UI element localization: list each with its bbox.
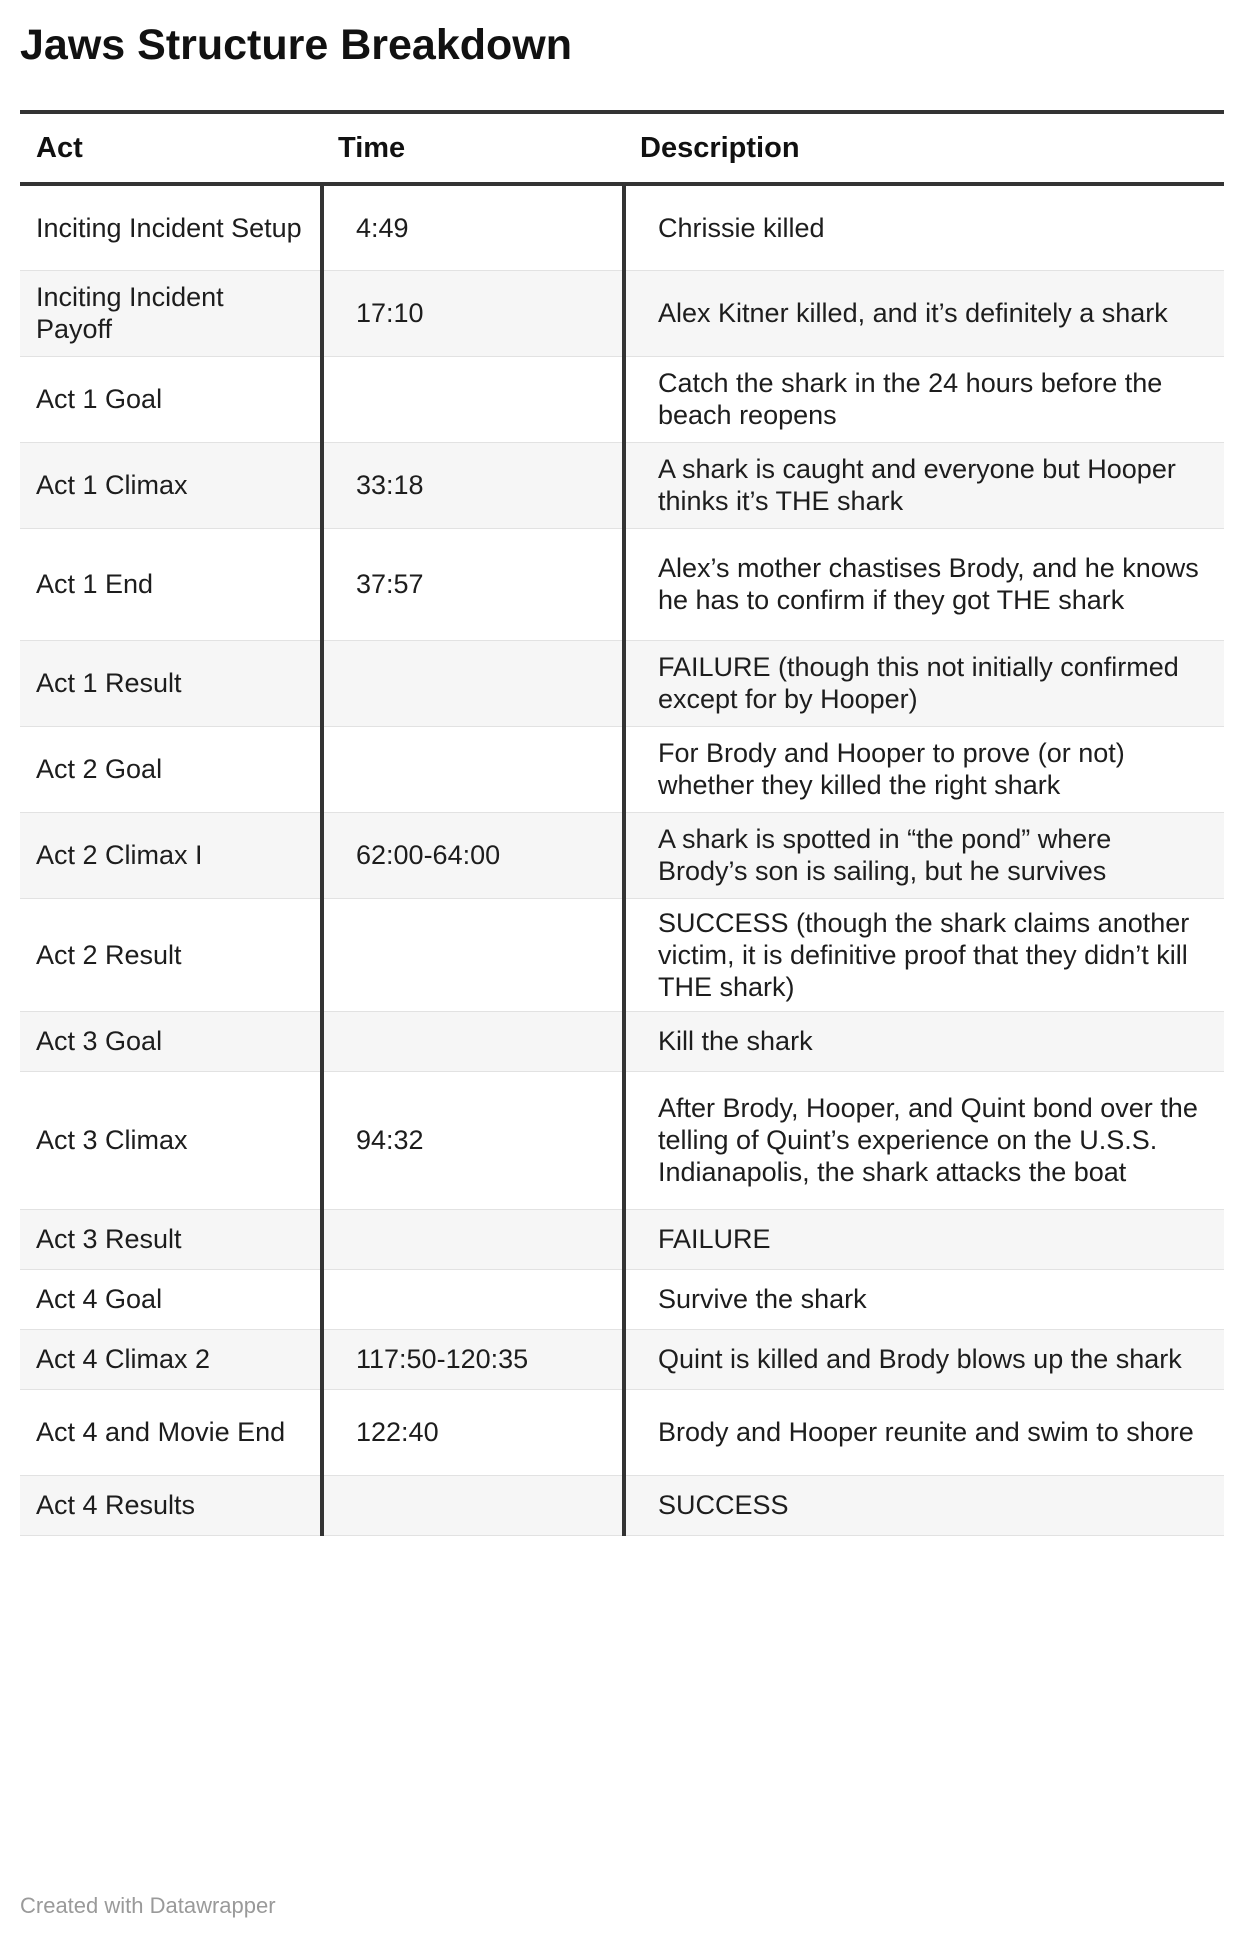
description-cell: Kill the shark [658,1026,813,1056]
act-cell: Inciting Incident Payoff [36,282,224,344]
act-cell: Act 4 Climax 2 [36,1344,211,1374]
act-cell: Act 3 Goal [36,1026,163,1056]
time-cell [322,726,624,812]
table-body [20,184,1224,1535]
act-cell: Act 1 Climax [36,470,188,500]
description-cell: SUCCESS [658,1490,789,1520]
table-row [20,442,1224,528]
table-row [20,640,1224,726]
table-row [20,184,1224,270]
description-cell: Quint is killed and Brody blows up the shark [658,1344,1182,1374]
table-row [20,356,1224,442]
table-row [20,812,1224,898]
description-cell: A shark is spotted in “the pond” where Brody’s son is sailing, but he survives [658,824,1112,886]
time-cell: 117:50-120:35 [322,1329,624,1389]
act-cell: Act 4 Goal [36,1284,163,1314]
table-row [20,898,1224,1011]
header-time: Time [338,131,406,164]
act-cell: Act 4 and Movie End [36,1417,286,1447]
time-cell: 122:40 [322,1389,624,1475]
time-cell: 4:49 [322,184,624,270]
description-cell: SUCCESS (though the shark claims another victim, it is definitive proof that they didn’t kill THE shark) [658,907,1190,1002]
header-description: Description [640,131,800,164]
act-cell: Act 3 Climax [36,1125,188,1155]
table-row [20,726,1224,812]
table-row [20,1389,1224,1475]
act-cell: Act 3 Result [36,1224,182,1254]
time-cell: 37:57 [322,528,624,640]
table-row [20,1475,1224,1535]
chart-title: Jaws Structure Breakdown [20,21,573,69]
act-cell: Act 1 End [36,569,154,599]
table-row [20,1329,1224,1389]
time-cell [322,898,624,1011]
description-cell: Survive the shark [658,1284,867,1314]
table-header-row [20,112,1224,184]
act-cell: Inciting Incident Setup [36,212,302,243]
table-row [20,270,1224,356]
time-cell [322,1209,624,1269]
time-cell [322,1011,624,1071]
table-row [20,1269,1224,1329]
act-cell: Act 2 Goal [36,754,163,784]
description-cell: FAILURE (though this not initially confirmed except for by Hooper) [658,652,1179,714]
description-cell: Alex’s mother chastises Brody, and he knows he has to confirm if they got THE shark [658,553,1199,615]
description-cell: Brody and Hooper reunite and swim to shore [658,1417,1194,1447]
time-cell [322,640,624,726]
footer-credit: Created with Datawrapper [20,1893,276,1918]
time-cell: 17:10 [322,270,624,356]
act-cell: Act 4 Results [36,1490,196,1520]
description-cell: Catch the shark in the 24 hours before the beach reopens [658,368,1163,430]
description-cell: After Brody, Hooper, and Quint bond over the telling of Quint’s experience on the U.S.S. Indianapolis, the shark attacks the boat [658,1093,1198,1187]
time-cell [322,356,624,442]
description-cell: Alex Kitner killed, and it’s definitely a shark [658,298,1168,328]
time-cell: 62:00-64:00 [322,812,624,898]
header-act: Act [36,131,83,164]
chart-container [20,0,1224,1520]
structure-table [20,110,1224,1536]
description-cell: Chrissie killed [658,212,825,243]
table-row [20,1209,1224,1269]
act-cell: Act 2 Result [36,939,182,970]
act-cell: Act 1 Result [36,668,182,698]
time-cell [322,1475,624,1535]
table-row [20,528,1224,640]
description-cell: FAILURE [658,1224,771,1254]
time-cell [322,1269,624,1329]
table-row [20,1011,1224,1071]
description-cell: For Brody and Hooper to prove (or not) whether they killed the right shark [658,738,1125,800]
time-cell: 94:32 [322,1071,624,1209]
table-row [20,1071,1224,1209]
act-cell: Act 1 Goal [36,384,163,414]
description-cell: A shark is caught and everyone but Hooper thinks it’s THE shark [658,454,1176,516]
time-cell: 33:18 [322,442,624,528]
act-cell: Act 2 Climax I [36,840,203,870]
